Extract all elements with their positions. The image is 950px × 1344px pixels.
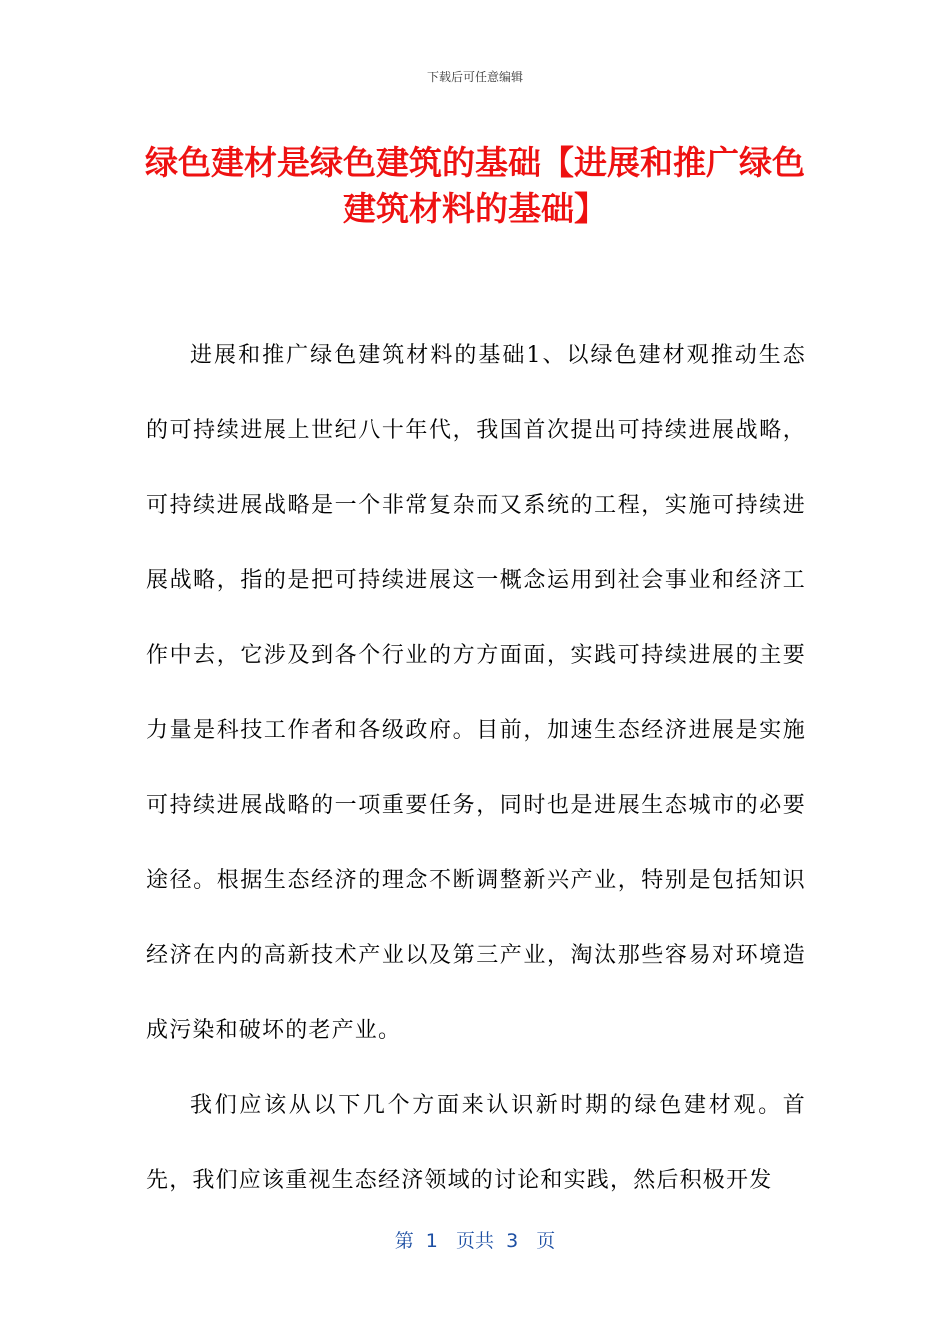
paragraph-2: 我们应该从以下几个方面来认识新时期的绿色建材观。首先，我们应该重视生态经济领域的讨论和实践，然后积极开发	[146, 1093, 806, 1193]
header-note: 下载后可任意编辑	[426, 70, 523, 84]
page-number-footer: 第 1 页共 3 页	[394, 1230, 556, 1252]
document-body	[146, 318, 806, 1218]
document-title: 绿色建材是绿色建筑的基础【进展和推广绿色建筑材料的基础】	[145, 143, 805, 228]
paragraph-1: 进展和推广绿色建筑材料的基础1、以绿色建材观推动生态的可持续进展上世纪八十年代，我国首次提出可持续进展战略，可持续进展战略是一个非常复杂而又系统的工程，实施可持续进展战略，指的是把可持续进展这一概念运用到社会事业和经济工作中去，它涉及到各个行业的方方面面，实践可持续进展的主要力量是科技工作者和各级政府。目前，加速生态经济进展是实施可持续进展战略的一项重要任务，同时也是进展生态城市的必要途径。根据生态经济的理念不断调整新兴产业，特别是包括知识经济在内的高新技术产业以及第三产业，淘汰那些容易对环境造成污染和破坏的老产业。	[146, 343, 806, 1043]
